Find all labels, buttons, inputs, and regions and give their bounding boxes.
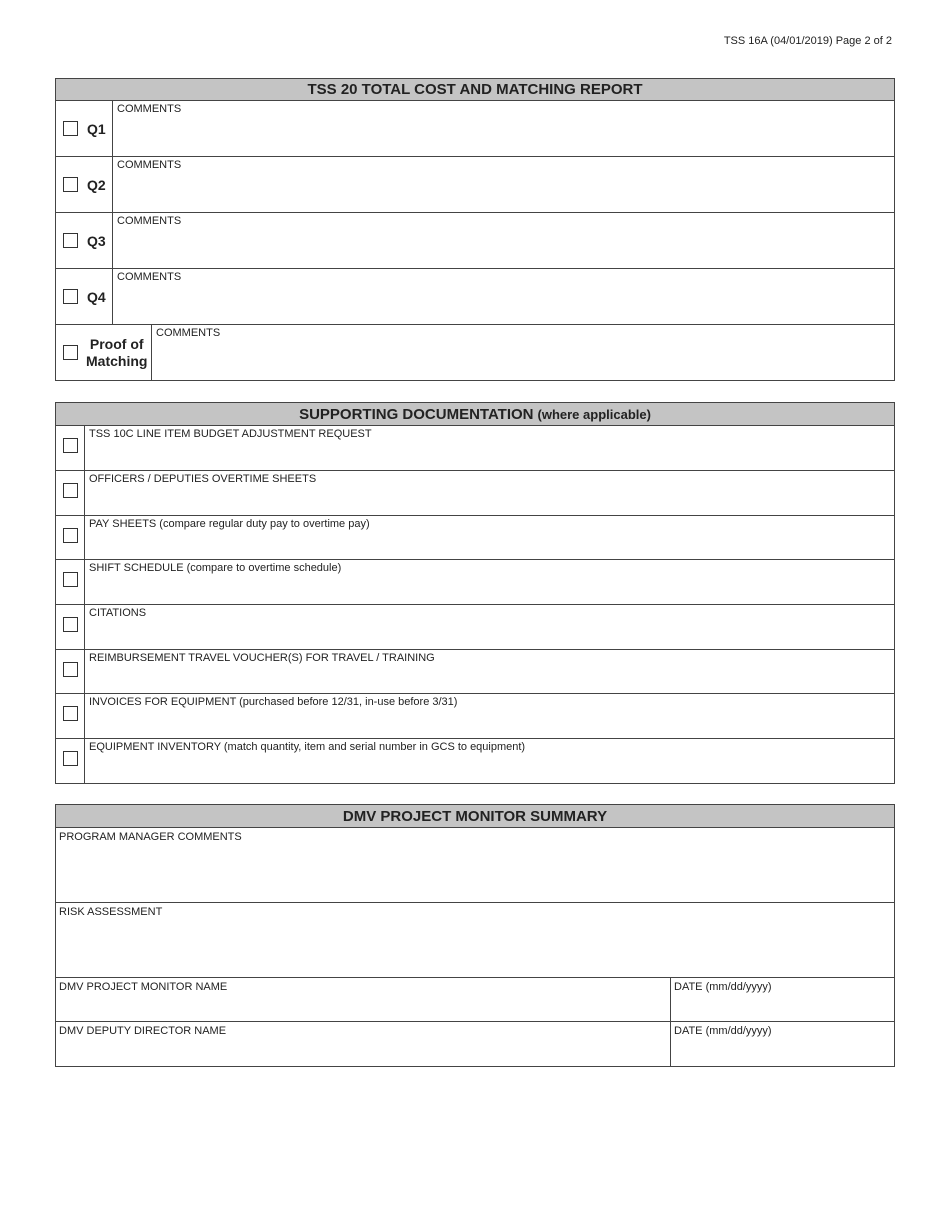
doc-item-checkbox[interactable] [63, 528, 78, 543]
q4-checkbox[interactable] [63, 289, 78, 304]
monitor-name-label: DMV PROJECT MONITOR NAME [59, 981, 228, 993]
doc-item-label: INVOICES FOR EQUIPMENT (purchased before 12/31, in-use before 3/31) [84, 694, 894, 738]
q2-check-cell [56, 157, 112, 212]
doc-item-row [56, 605, 894, 650]
q4-label: Q4 [87, 288, 106, 305]
doc-item-row [56, 650, 894, 694]
section-title-text: TSS 20 TOTAL COST AND MATCHING REPORT [307, 81, 643, 98]
program-manager-comments-label: PROGRAM MANAGER COMMENTS [59, 831, 242, 843]
doc-check-cell [56, 426, 84, 470]
project-monitor-summary-section [55, 804, 895, 1067]
q2-comments-field[interactable] [112, 157, 894, 212]
doc-item-label: CITATIONS [84, 605, 894, 649]
comments-label: COMMENTS [117, 271, 182, 283]
doc-check-cell [56, 516, 84, 559]
doc-item-row [56, 560, 894, 605]
doc-item-checkbox[interactable] [63, 438, 78, 453]
q4-check-cell [56, 269, 112, 324]
doc-check-cell [56, 560, 84, 604]
monitor-name-field[interactable] [56, 978, 670, 1021]
doc-item-row [56, 426, 894, 471]
deputy-name-field[interactable] [56, 1022, 670, 1066]
proof-of-matching-row [56, 325, 894, 380]
section-title-text: DMV PROJECT MONITOR SUMMARY [342, 807, 608, 825]
comments-label: COMMENTS [156, 327, 221, 339]
risk-assessment-row [56, 903, 894, 978]
q4-row [56, 269, 894, 325]
deputy-date-label: DATE (mm/dd/yyyy) [674, 1025, 772, 1037]
q3-label: Q3 [87, 232, 106, 249]
q1-comments-field[interactable] [112, 101, 894, 156]
program-manager-comments-field[interactable] [56, 828, 894, 902]
deputy-date-field[interactable] [670, 1022, 894, 1066]
doc-check-cell [56, 471, 84, 515]
doc-item-label: EQUIPMENT INVENTORY (match quantity, item and serial number in GCS to equipment) [84, 739, 894, 783]
deputy-signature-row [56, 1022, 894, 1066]
doc-item-checkbox[interactable] [63, 572, 78, 587]
q3-checkbox[interactable] [63, 233, 78, 248]
q2-row [56, 157, 894, 213]
proof-of-matching-checkbox[interactable] [63, 345, 78, 360]
proof-label-line1: Proof of [89, 335, 144, 352]
doc-item-checkbox[interactable] [63, 662, 78, 677]
proof-check-cell [56, 325, 151, 380]
doc-item-label: REIMBURSEMENT TRAVEL VOUCHER(S) FOR TRAVEL / TRAINING [84, 650, 894, 693]
section-subtitle: (where applicable) [537, 406, 651, 422]
q1-label: Q1 [87, 120, 106, 137]
comments-label: COMMENTS [117, 215, 182, 227]
doc-item-label: PAY SHEETS (compare regular duty pay to overtime pay) [84, 516, 894, 559]
doc-item-checkbox[interactable] [63, 706, 78, 721]
doc-item-checkbox[interactable] [63, 483, 78, 498]
q2-label: Q2 [87, 176, 106, 193]
monitor-date-field[interactable] [670, 978, 894, 1021]
doc-item-row [56, 516, 894, 560]
section-title [56, 79, 894, 101]
risk-assessment-label: RISK ASSESSMENT [59, 906, 163, 918]
q1-checkbox[interactable] [63, 121, 78, 136]
monitor-date-label: DATE (mm/dd/yyyy) [674, 981, 772, 993]
doc-item-row [56, 739, 894, 783]
supporting-documentation-section [55, 402, 895, 784]
q1-row [56, 101, 894, 157]
doc-check-cell [56, 694, 84, 738]
doc-item-row [56, 694, 894, 739]
doc-item-row [56, 471, 894, 516]
doc-item-label: SHIFT SCHEDULE (compare to overtime schedule) [84, 560, 894, 604]
q4-comments-field[interactable] [112, 269, 894, 324]
q3-check-cell [56, 213, 112, 268]
proof-of-matching-label [86, 336, 147, 370]
doc-check-cell [56, 605, 84, 649]
comments-label: COMMENTS [117, 159, 182, 171]
total-cost-matching-section [55, 78, 895, 381]
form-id: TSS 16A (04/01/2019) Page 2 of 2 [723, 35, 892, 47]
doc-check-cell [56, 739, 84, 783]
doc-item-label: OFFICERS / DEPUTIES OVERTIME SHEETS [84, 471, 894, 515]
comments-label: COMMENTS [117, 103, 182, 115]
q1-check-cell [56, 101, 112, 156]
doc-item-label: TSS 10C LINE ITEM BUDGET ADJUSTMENT REQUEST [84, 426, 894, 470]
program-manager-comments-row [56, 828, 894, 903]
doc-item-checkbox[interactable] [63, 617, 78, 632]
proof-label-line2: Matching [86, 352, 148, 369]
q2-checkbox[interactable] [63, 177, 78, 192]
section-title-text: SUPPORTING DOCUMENTATION [299, 405, 534, 423]
deputy-name-label: DMV DEPUTY DIRECTOR NAME [59, 1025, 227, 1037]
doc-check-cell [56, 650, 84, 693]
proof-comments-field[interactable] [151, 325, 894, 380]
monitor-signature-row [56, 978, 894, 1022]
section-title [56, 403, 894, 426]
q3-row [56, 213, 894, 269]
q3-comments-field[interactable] [112, 213, 894, 268]
doc-item-checkbox[interactable] [63, 751, 78, 766]
section-title [56, 805, 894, 828]
risk-assessment-field[interactable] [56, 903, 894, 977]
